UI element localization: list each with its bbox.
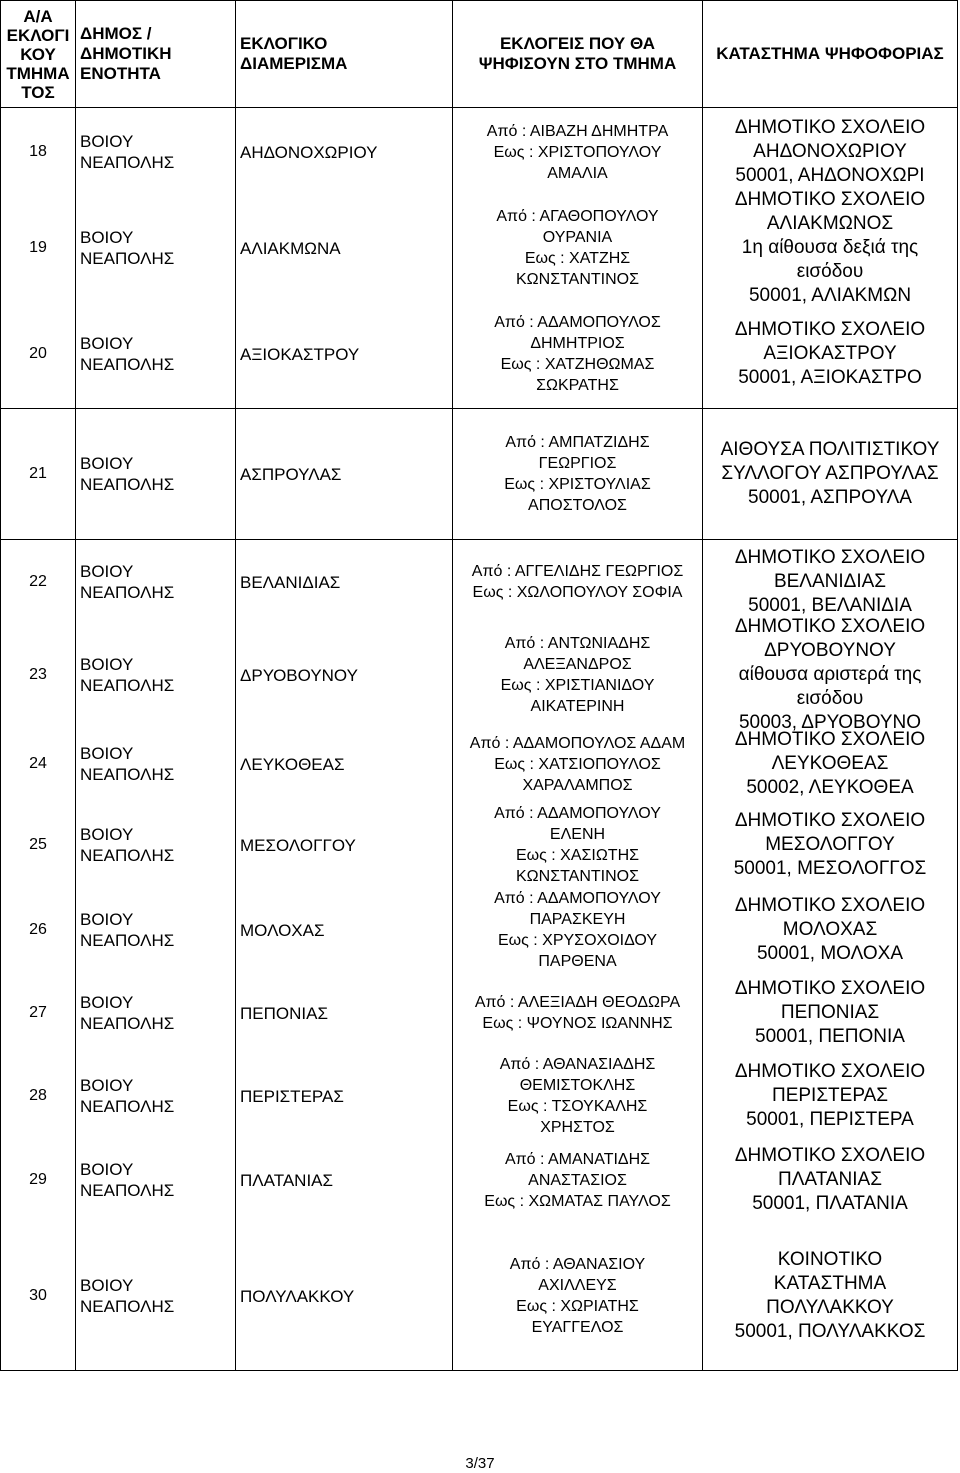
cell-station-entry [703, 726, 957, 802]
table-row-group [1, 409, 958, 540]
cell-number-text: 23 [29, 666, 47, 683]
cell-voters-line: Από : ΑΙΒΑΖΗ ΔΗΜΗΤΡΑ [486, 122, 669, 140]
cell-voters-entry [453, 196, 702, 300]
cell-station-line: 1η αίθουσα δεξιά της [741, 237, 919, 258]
cell-number-text: 22 [29, 573, 47, 590]
cell-district-text: ΑΗΔΟΝΟΧΩΡΙΟΥ [240, 142, 378, 162]
header-line: ΕΝΟΤΗΤΑ [80, 64, 161, 83]
cell-municipality-entry [76, 300, 235, 408]
cell-voters-line: ΔΗΜΗΤΡΙΟΣ [530, 335, 625, 352]
cell-district-entry [236, 1138, 452, 1222]
cell-station [703, 540, 958, 1371]
cell-municipality-entry [76, 624, 235, 726]
cell-station-line: ΑΞΙΟΚΑΣΤΡΟΥ [763, 343, 897, 364]
cell-voters-line: Εως : ΧΩΡΙΑΤΗΣ [516, 1298, 639, 1315]
cell-municipality-entry [76, 1054, 235, 1138]
cell-district-entry [236, 888, 452, 972]
cell-voters-line: ΧΑΡΑΛΑΜΠΟΣ [522, 776, 633, 794]
cell-station-line: ΔΗΜΟΤΙΚΟ ΣΧΟΛΕΙΟ [734, 616, 926, 637]
cell-municipality-line: ΝΕΑΠΟΛΗΣ [80, 846, 175, 865]
header-col-district [236, 1, 453, 108]
header-col-number [1, 1, 76, 108]
cell-district-entry [236, 802, 452, 888]
cell-voters-line: ΚΩΝΣΤΑΝΤΙΝΟΣ [516, 868, 639, 885]
cell-voters-line: Εως : ΧΡΙΣΤΟΥΛΙΑΣ [504, 476, 651, 493]
cell-municipality-entry [76, 726, 235, 802]
cell-district-text: ΒΕΛΑΝΙΔΙΑΣ [240, 572, 341, 592]
cell-municipality-entry [76, 1138, 235, 1222]
cell-station-line: ΔΗΜΟΤΙΚΟ ΣΧΟΛΕΙΟ [734, 319, 926, 340]
cell-station-line: ΒΕΛΑΝΙΔΙΑΣ [773, 571, 887, 592]
header-line: ΕΚΛΟΓΙΚΟ [240, 34, 328, 53]
cell-municipality-line: ΒΟΙΟΥ [80, 993, 134, 1012]
cell-station-line: 50001, ΒΕΛΑΝΙΔΙΑ [748, 595, 912, 616]
header-line: ΔΗΜΟΤΙΚΗ [80, 44, 172, 63]
cell-voters-line: Εως : ΧΡΥΣΟΧΟΙΔΟΥ [497, 932, 658, 949]
cell-municipality-entry [76, 409, 235, 539]
cell-district-entry [236, 726, 452, 802]
header-line: ΔΙΑΜΕΡΙΣΜΑ [240, 54, 348, 73]
cell-district-entry [236, 196, 452, 300]
cell-number-entry [1, 196, 75, 300]
cell-voters-line: Από : ΑΘΑΝΑΣΙΟΥ [509, 1256, 646, 1273]
cell-voters-entry [453, 726, 702, 802]
cell-municipality-line: ΒΟΙΟΥ [80, 334, 134, 353]
cell-municipality [76, 540, 236, 1371]
cell-number [1, 108, 76, 409]
cell-voters-line: ΕΥΑΓΓΕΛΟΣ [531, 1319, 624, 1336]
cell-station-line: 50002, ΛΕΥΚΟΘΕΑ [746, 777, 914, 798]
cell-voters-line: ΘΕΜΙΣΤΟΚΛΗΣ [519, 1077, 636, 1094]
cell-station-line: ΔΗΜΟΤΙΚΟ ΣΧΟΛΕΙΟ [734, 547, 926, 568]
cell-municipality-entry [76, 108, 235, 196]
cell-voters-entry [453, 1138, 702, 1222]
header-col-voters [453, 1, 703, 108]
cell-district-text: ΑΞΙΟΚΑΣΤΡΟΥ [240, 344, 360, 364]
cell-district-text: ΠΕΡΙΣΤΕΡΑΣ [240, 1086, 344, 1106]
cell-voters-entry [453, 972, 702, 1054]
cell-station-entry [703, 300, 957, 408]
cell-station-entry [703, 1054, 957, 1138]
cell-station-line: 50001, ΑΞΙΟΚΑΣΤΡΟ [738, 367, 922, 388]
cell-number-entry [1, 300, 75, 408]
cell-district-entry [236, 1222, 452, 1370]
cell-district-entry [236, 624, 452, 726]
cell-voters-line: ΧΡΗΣΤΟΣ [540, 1119, 615, 1136]
cell-municipality [76, 409, 236, 540]
cell-voters-line: Από : ΑΓΑΘΟΠΟΥΛΟΥ [496, 208, 659, 225]
cell-station-line: 50001, ΑΣΠΡΟΥΛΑ [748, 487, 912, 508]
cell-voters-line: ΑΧΙΛΛΕΥΣ [538, 1277, 617, 1294]
cell-station-line: 50001, ΠΕΡΙΣΤΕΡΑ [746, 1109, 914, 1130]
header-line: Α/Α [23, 6, 53, 26]
cell-municipality-line: ΝΕΑΠΟΛΗΣ [80, 249, 175, 268]
cell-voters [453, 409, 703, 540]
cell-municipality-line: ΝΕΑΠΟΛΗΣ [80, 153, 175, 172]
cell-voters-line: Από : ΑΘΑΝΑΣΙΑΔΗΣ [499, 1056, 656, 1073]
cell-number [1, 540, 76, 1371]
cell-voters-entry [453, 540, 702, 624]
cell-station-entry [703, 1222, 957, 1370]
cell-number-entry [1, 624, 75, 726]
cell-voters-line: Εως : ΨΟΥΝΟΣ ΙΩΑΝΝΗΣ [482, 1015, 673, 1032]
cell-voters-line: Από : ΑΛΕΞΙΑΔΗ ΘΕΟΔΩΡΑ [474, 994, 681, 1011]
cell-station-line: ΚΟΙΝΟΤΙΚΟ [777, 1249, 883, 1270]
cell-voters-line: ΓΕΩΡΓΙΟΣ [538, 455, 617, 472]
cell-district-text: ΠΕΠΟΝΙΑΣ [240, 1003, 328, 1023]
cell-number-entry [1, 888, 75, 972]
cell-station-line: ΔΗΜΟΤΙΚΟ ΣΧΟΛΕΙΟ [734, 810, 926, 831]
header-col-municipality [76, 1, 236, 108]
cell-voters-line: Εως : ΧΑΤΣΙΟΠΟΥΛΟΣ [494, 755, 661, 773]
cell-station [703, 409, 958, 540]
cell-district-entry [236, 972, 452, 1054]
cell-voters-line: Από : ΑΜΑΝΑΤΙΔΗΣ [504, 1150, 651, 1168]
cell-municipality-line: ΝΕΑΠΟΛΗΣ [80, 676, 175, 695]
cell-voters-line: ΣΩΚΡΑΤΗΣ [536, 377, 619, 394]
cell-station-line: 50001, ΑΗΔΟΝΟΧΩΡΙ [735, 165, 925, 186]
cell-number-text: 20 [29, 345, 47, 362]
cell-municipality-entry [76, 1222, 235, 1370]
cell-station-line: ΔΗΜΟΤΙΚΟ ΣΧΟΛΕΙΟ [734, 117, 926, 138]
cell-district-text: ΑΣΠΡΟΥΛΑΣ [240, 464, 342, 484]
cell-voters-entry [453, 300, 702, 408]
cell-station-line: 50001, ΜΕΣΟΛΟΓΓΟΣ [733, 858, 927, 879]
cell-municipality-entry [76, 972, 235, 1054]
cell-number-entry [1, 540, 75, 624]
header-row [1, 1, 958, 108]
cell-station [703, 108, 958, 409]
cell-voters [453, 540, 703, 1371]
header-line: ΚΟΥ [20, 44, 56, 64]
cell-municipality-line: ΒΟΙΟΥ [80, 562, 134, 581]
cell-municipality-line: ΝΕΑΠΟΛΗΣ [80, 765, 175, 784]
cell-municipality-line: ΝΕΑΠΟΛΗΣ [80, 475, 175, 494]
cell-voters-entry [453, 802, 702, 888]
cell-station-line: 50001, ΠΛΑΤΑΝΙΑ [752, 1193, 908, 1214]
cell-number-text: 30 [29, 1287, 47, 1304]
cell-district-entry [236, 540, 452, 624]
cell-voters-line: ΠΑΡΘΕΝΑ [538, 953, 617, 970]
cell-station-entry [703, 1138, 957, 1222]
cell-municipality-line: ΝΕΑΠΟΛΗΣ [80, 1181, 175, 1200]
cell-voters-entry [453, 1054, 702, 1138]
cell-district-text: ΜΟΛΟΧΑΣ [240, 920, 325, 940]
cell-district-text: ΠΟΛΥΛΑΚΚΟΥ [240, 1286, 355, 1306]
cell-number-entry [1, 972, 75, 1054]
cell-station-line: εισόδου [796, 688, 864, 709]
cell-voters-line: ΑΛΕΞΑΝΔΡΟΣ [523, 656, 632, 673]
header-line: ΤΟΣ [21, 82, 55, 102]
cell-voters-line: ΑΙΚΑΤΕΡΙΝΗ [530, 698, 625, 715]
cell-number-text: 27 [29, 1004, 47, 1021]
cell-voters-line: Από : ΑΔΑΜΟΠΟΥΛΟΥ [494, 890, 661, 907]
cell-voters-line: Από : ΑΝΤΩΝΙΑΔΗΣ [504, 635, 651, 652]
header-line: ΤΜΗΜΑ [6, 63, 70, 83]
cell-municipality-line: ΒΟΙΟΥ [80, 228, 134, 247]
cell-station-entry [703, 616, 957, 733]
cell-number-text: 29 [29, 1171, 47, 1188]
cell-voters-line: Από : ΑΔΑΜΟΠΟΥΛΟΣ ΑΔΑΜ [469, 734, 686, 752]
cell-district [236, 108, 453, 409]
cell-voters-line: ΚΩΝΣΤΑΝΤΙΝΟΣ [516, 271, 639, 288]
cell-voters-line: Εως : ΧΡΙΣΤΟΠΟΥΛΟΥ [493, 143, 662, 161]
header-col-station [703, 1, 958, 108]
cell-district-text: ΜΕΣΟΛΟΓΓΟΥ [240, 835, 356, 855]
cell-municipality [76, 108, 236, 409]
cell-municipality-line: ΝΕΑΠΟΛΗΣ [80, 1097, 175, 1116]
cell-station-entry [703, 888, 957, 972]
header-line: ΕΚΛΟΓΙ [6, 25, 70, 45]
cell-voters-line: ΕΛΕΝΗ [549, 826, 606, 843]
cell-station-line: 50001, ΜΟΛΟΧΑ [756, 943, 904, 964]
cell-station-line: ΠΕΠΟΝΙΑΣ [780, 1002, 880, 1023]
cell-voters-line: ΑΝΑΣΤΑΣΙΟΣ [528, 1171, 627, 1189]
cell-municipality-line: ΝΕΑΠΟΛΗΣ [80, 1014, 175, 1033]
cell-station-line: ΔΗΜΟΤΙΚΟ ΣΧΟΛΕΙΟ [734, 729, 926, 750]
cell-voters-entry [453, 1222, 702, 1370]
header-line: ΔΗΜΟΣ / [80, 24, 152, 43]
header-line: ΕΚΛΟΓΕΙΣ ΠΟΥ ΘΑ [499, 34, 656, 53]
cell-station-line: 50001, ΠΕΠΟΝΙΑ [755, 1026, 905, 1047]
table-row-group [1, 108, 958, 409]
cell-station-entry [703, 108, 957, 196]
cell-voters-line: Εως : ΧΑΣΙΩΤΗΣ [515, 847, 640, 864]
cell-district-entry [236, 108, 452, 196]
cell-voters-line: Από : ΑΜΠΑΤΖΙΔΗΣ [505, 434, 650, 451]
cell-voters-entry [453, 409, 702, 539]
cell-district-entry [236, 1054, 452, 1138]
cell-station-line: ΛΕΥΚΟΘΕΑΣ [771, 753, 889, 774]
cell-station-entry [703, 972, 957, 1054]
cell-station-line: ΣΥΛΛΟΓΟΥ ΑΣΠΡΟΥΛΑΣ [721, 463, 939, 484]
cell-number-text: 18 [29, 143, 47, 160]
page-number: 3/37 [465, 1455, 495, 1472]
cell-municipality-line: ΒΟΙΟΥ [80, 825, 134, 844]
cell-municipality-line: ΒΟΙΟΥ [80, 744, 134, 763]
cell-district [236, 540, 453, 1371]
cell-number-entry [1, 802, 75, 888]
cell-number-text: 26 [29, 921, 47, 938]
header-line: ΨΗΦΙΣΟΥΝ ΣΤΟ ΤΜΗΜΑ [478, 54, 677, 73]
cell-station-line: ΜΕΣΟΛΟΓΓΟΥ [765, 834, 895, 855]
cell-number-text: 28 [29, 1087, 47, 1104]
cell-station-line: 50001, ΠΟΛΥΛΑΚΚΟΣ [734, 1321, 926, 1342]
cell-district [236, 409, 453, 540]
cell-district-text: ΔΡΥΟΒΟΥΝΟΥ [240, 665, 358, 685]
cell-station-line: ΠΕΡΙΣΤΕΡΑΣ [771, 1085, 889, 1106]
cell-voters-line: Από : ΑΓΓΕΛΙΔΗΣ ΓΕΩΡΓΙΟΣ [471, 563, 684, 580]
cell-station-entry [703, 189, 957, 306]
cell-municipality-line: ΝΕΑΠΟΛΗΣ [80, 931, 175, 950]
cell-voters-line: Εως : ΧΑΤΖΗΘΩΜΑΣ [500, 356, 655, 373]
cell-number-text: 25 [29, 836, 47, 853]
cell-district-text: ΑΛΙΑΚΜΩΝΑ [240, 238, 341, 258]
cell-station-line: ΑΗΔΟΝΟΧΩΡΙΟΥ [753, 141, 907, 162]
table-row-group [1, 540, 958, 1371]
cell-number-entry [1, 108, 75, 196]
cell-voters-entry [453, 624, 702, 726]
cell-municipality-line: ΝΕΑΠΟΛΗΣ [80, 583, 175, 602]
cell-station-line: 50003, ΔΡΥΟΒΟΥΝΟ [738, 712, 922, 733]
cell-municipality-line: ΒΟΙΟΥ [80, 655, 134, 674]
cell-station-line: ΔΗΜΟΤΙΚΟ ΣΧΟΛΕΙΟ [734, 189, 926, 210]
cell-municipality-entry [76, 802, 235, 888]
cell-station-line: ΔΗΜΟΤΙΚΟ ΣΧΟΛΕΙΟ [734, 895, 926, 916]
cell-voters-line: Εως : ΧΩΛΟΠΟΥΛΟΥ ΣΟΦΙΑ [472, 584, 683, 601]
cell-voters-line: Από : ΑΔΑΜΟΠΟΥΛΟΣ [494, 314, 661, 331]
cell-voters-line: Εως : ΧΑΤΖΗΣ [524, 250, 631, 267]
cell-voters-line: Από : ΑΔΑΜΟΠΟΥΛΟΥ [494, 805, 661, 822]
cell-number-text: 24 [29, 755, 47, 772]
cell-municipality-line: ΝΕΑΠΟΛΗΣ [80, 1297, 175, 1316]
cell-station-entry [703, 802, 957, 888]
cell-number-entry [1, 726, 75, 802]
cell-municipality-line: ΝΕΑΠΟΛΗΣ [80, 355, 175, 374]
cell-station-entry [703, 409, 957, 539]
cell-municipality-line: ΒΟΙΟΥ [80, 1276, 134, 1295]
cell-station-entry [703, 540, 957, 624]
cell-district-entry [236, 409, 452, 539]
cell-district-text: ΛΕΥΚΟΘΕΑΣ [240, 754, 345, 774]
cell-station-line: ΔΡΥΟΒΟΥΝΟΥ [764, 640, 896, 661]
cell-municipality-entry [76, 196, 235, 300]
cell-station-line: 50001, ΑΛΙΑΚΜΩΝ [748, 285, 912, 306]
cell-municipality-line: ΒΟΙΟΥ [80, 132, 134, 151]
cell-municipality-line: ΒΟΙΟΥ [80, 454, 134, 473]
cell-voters-line: ΠΑΡΑΣΚΕΥΗ [529, 911, 626, 928]
cell-municipality-line: ΒΟΙΟΥ [80, 1076, 134, 1095]
header-line: ΚΑΤΑΣΤΗΜΑ ΨΗΦΟΦΟΡΙΑΣ [716, 44, 944, 63]
cell-number-text: 21 [29, 465, 47, 482]
cell-station-line: ΜΟΛΟΧΑΣ [782, 919, 878, 940]
cell-voters-line: ΑΠΟΣΤΟΛΟΣ [528, 497, 627, 514]
cell-number-entry [1, 409, 75, 539]
cell-voters-line: ΑΜΑΛΙΑ [547, 164, 608, 182]
cell-station-line: ΔΗΜΟΤΙΚΟ ΣΧΟΛΕΙΟ [734, 1061, 926, 1082]
cell-district-text: ΠΛΑΤΑΝΙΑΣ [240, 1170, 334, 1190]
cell-number-entry [1, 1054, 75, 1138]
cell-voters-entry [453, 108, 702, 196]
cell-station-line: ΑΛΙΑΚΜΩΝΟΣ [766, 213, 894, 234]
cell-voters [453, 108, 703, 409]
cell-voters-line: Εως : ΧΡΙΣΤΙΑΝΙΔΟΥ [500, 677, 655, 694]
cell-municipality-line: ΒΟΙΟΥ [80, 1160, 134, 1179]
cell-station-line: ΔΗΜΟΤΙΚΟ ΣΧΟΛΕΙΟ [734, 978, 926, 999]
cell-municipality-line: ΒΟΙΟΥ [80, 910, 134, 929]
cell-voters-entry [453, 888, 702, 972]
cell-municipality-entry [76, 540, 235, 624]
cell-station-line: ΑΙΘΟΥΣΑ ΠΟΛΙΤΙΣΤΙΚΟΥ [720, 439, 940, 460]
cell-voters-line: ΟΥΡΑΝΙΑ [542, 229, 613, 246]
cell-number-text: 19 [29, 239, 47, 256]
cell-municipality-entry [76, 888, 235, 972]
cell-number-entry [1, 1138, 75, 1222]
cell-station-line: εισόδου [796, 261, 864, 282]
cell-voters-line: Εως : ΧΩΜΑΤΑΣ ΠΑΥΛΟΣ [484, 1192, 671, 1210]
cell-voters-line: Εως : ΤΣΟΥΚΑΛΗΣ [507, 1098, 648, 1115]
cell-number [1, 409, 76, 540]
cell-station-line: ΠΟΛΥΛΑΚΚΟΥ [766, 1297, 894, 1318]
cell-station-line: αίθουσα αριστερά της [738, 664, 922, 685]
cell-district-entry [236, 300, 452, 408]
cell-station-line: ΔΗΜΟΤΙΚΟ ΣΧΟΛΕΙΟ [734, 1145, 926, 1166]
cell-station-line: ΠΛΑΤΑΝΙΑΣ [778, 1169, 882, 1190]
cell-number-entry [1, 1222, 75, 1370]
cell-station-line: ΚΑΤΑΣΤΗΜΑ [773, 1273, 887, 1294]
